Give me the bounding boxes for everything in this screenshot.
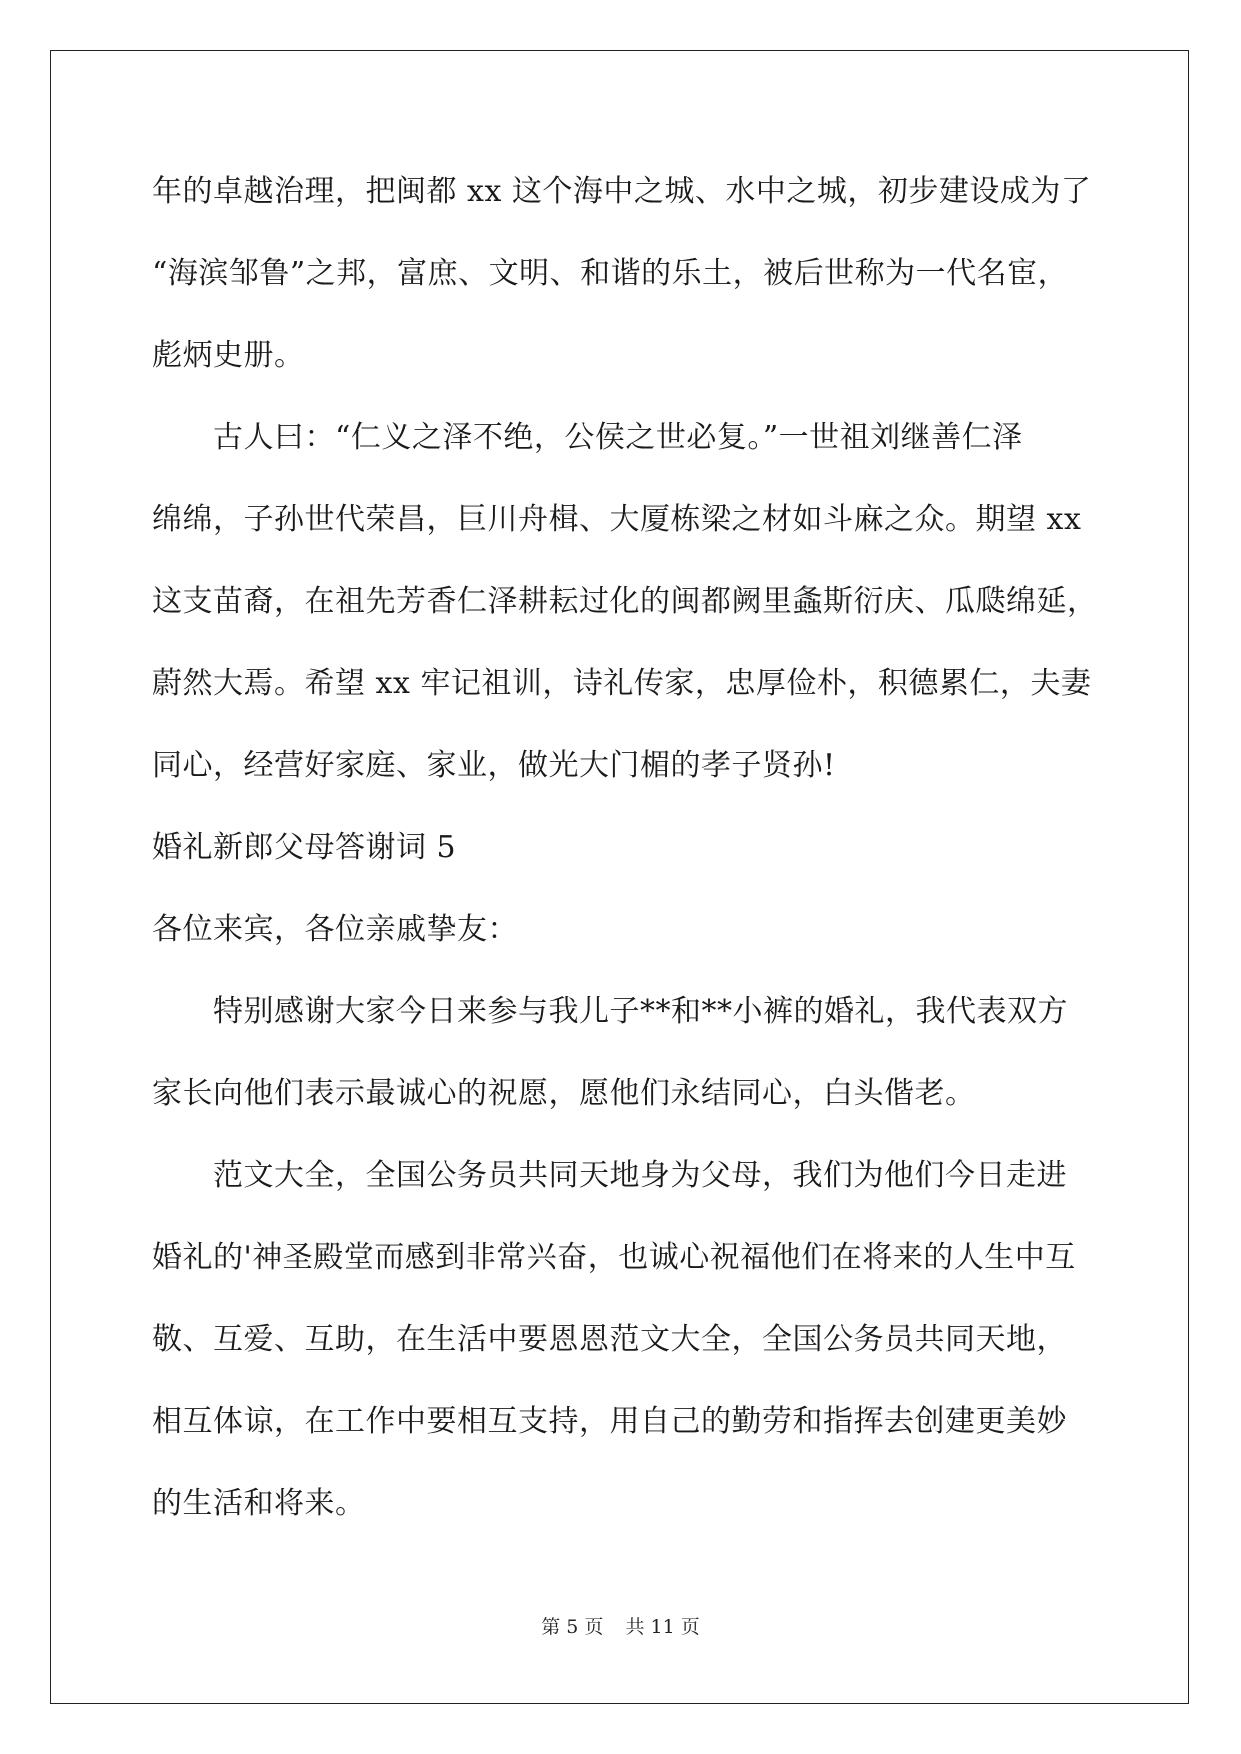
text-line: 范文大全，全国公务员共同天地身为父母，我们为他们今日走进 (152, 1158, 1067, 1193)
salutation: 各位来宾，各位亲戚挚友： (152, 912, 518, 947)
text-line: 年的卓越治理，把闽都 xx 这个海中之城、水中之城，初步建设成为了 (152, 174, 1092, 209)
text-line: 相互体谅，在工作中要相互支持，用自己的勤劳和指挥去创建更美妙 (152, 1404, 1067, 1439)
text-line: 这支苗裔，在祖先芳香仁泽耕耘过化的闽都阙里螽斯衍庆、瓜瓞绵延， (152, 584, 1098, 619)
text-line: 蔚然大焉。希望 xx 牢记祖训，诗礼传家，忠厚俭朴，积德累仁，夫妻 (152, 666, 1092, 701)
text-line: 家长向他们表示最诚心的祝愿，愿他们永结同心，白头偕老。 (152, 1076, 976, 1111)
text-line: 同心，经营好家庭、家业，做光大门楣的孝子贤孙! (152, 748, 836, 783)
text-line: 古人曰：“仁义之泽不绝，公侯之世必复。”一世祖刘继善仁泽 (152, 420, 1023, 455)
text-line: 绵绵，子孙世代荣昌，巨川舟楫、大厦栋梁之材如斗麻之众。期望 xx (152, 502, 1082, 537)
text-line: 的生活和将来。 (152, 1486, 366, 1521)
text-line: 婚礼的'神圣殿堂而感到非常兴奋，也诚心祝福他们在将来的人生中互 (152, 1240, 1076, 1275)
text-line: 特别感谢大家今日来参与我儿子**和**小裤的婚礼，我代表双方 (152, 994, 1068, 1029)
section-heading: 婚礼新郎父母答谢词 5 (152, 830, 457, 865)
text-line: “海滨邹鲁”之邦，富庶、文明、和谐的乐土，被后世称为一代名宦， (152, 256, 1069, 291)
text-line: 彪炳史册。 (152, 338, 305, 373)
page-number: 第 5 页 (541, 1616, 604, 1638)
page-footer (0, 1612, 1241, 1639)
document-body (152, 160, 1098, 1554)
page-total: 共 11 页 (625, 1616, 700, 1638)
text-line: 敬、互爱、互助，在生活中要恩恩范文大全，全国公务员共同天地， (152, 1322, 1067, 1357)
